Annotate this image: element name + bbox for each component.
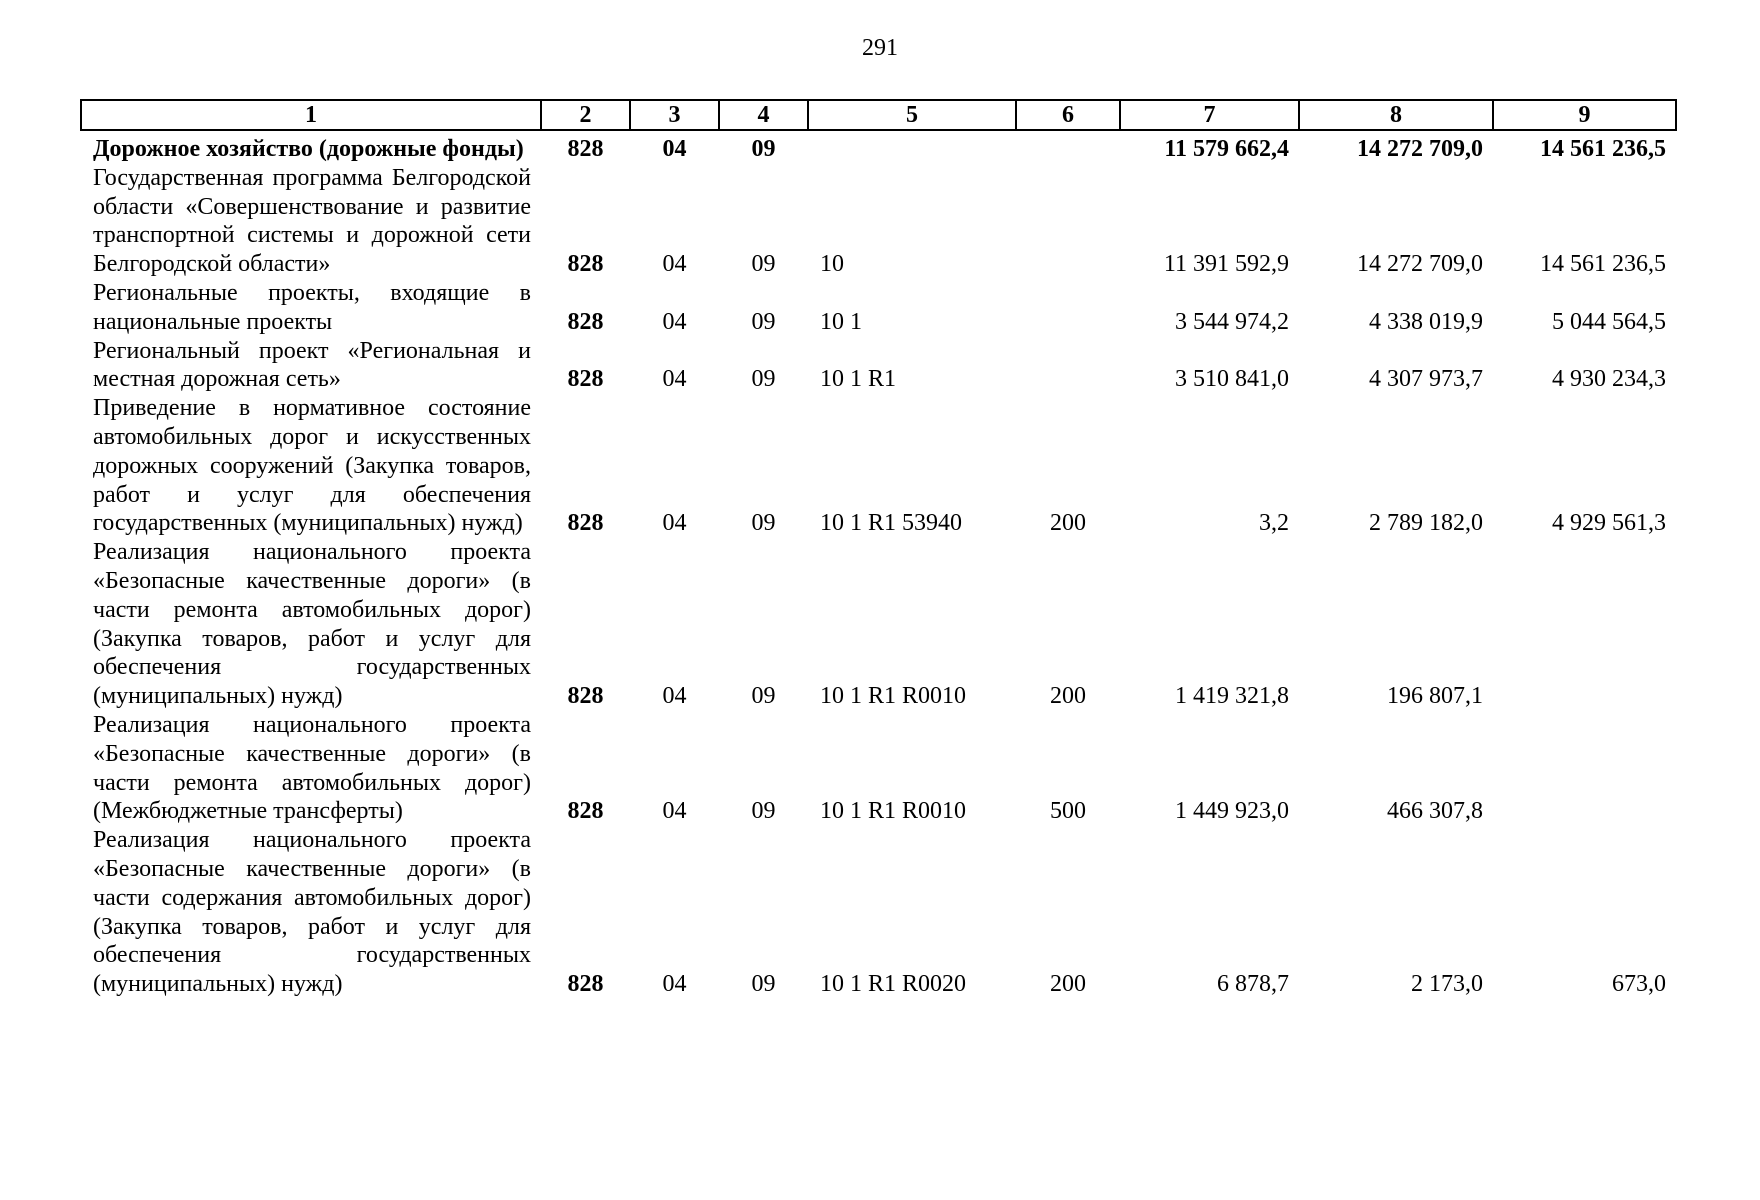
header-col-2: 2 [541, 100, 630, 130]
row-amount-col7: 3 544 974,2 [1175, 308, 1289, 335]
row-amount-col9: 5 044 564,5 [1552, 308, 1666, 335]
row-section-code: 04 [662, 251, 687, 278]
row-amount-col7: 11 579 662,4 [1164, 136, 1289, 162]
row-name: Региональные проекты, входящие в национальные проекты [93, 279, 531, 335]
row-section-code: 04 [662, 683, 687, 710]
row-amount-col9: 14 561 236,5 [1540, 251, 1666, 278]
row-name: Приведение в нормативное состояние автомобильных дорог и искусственных дорожных сооружений (Закупка товаров, работ и услуг для обеспечения государственных (муниципальных) нужд) [93, 395, 531, 537]
row-name: Реализация национального проекта «Безопасные качественные дороги» (в части ремонта автомобильных дорог) (Межбюджетные трансферты) [93, 711, 531, 825]
header-col-7: 7 [1120, 100, 1299, 130]
row-ministry-code: 828 [567, 136, 604, 162]
table-row [81, 538, 1676, 711]
row-section-code: 04 [662, 136, 687, 162]
header-col-8: 8 [1299, 100, 1493, 130]
row-target-article: 10 1 R1 R0010 [820, 683, 967, 710]
row-section-code: 04 [662, 971, 687, 998]
header-col-5: 5 [808, 100, 1016, 130]
row-ministry-code: 828 [567, 683, 604, 710]
row-amount-col8: 2 173,0 [1411, 971, 1483, 998]
header-col-4: 4 [719, 100, 808, 130]
row-expense-type [1016, 337, 1120, 395]
row-amount-col8: 14 272 709,0 [1357, 136, 1483, 162]
row-amount-col9: 4 930 234,3 [1552, 366, 1666, 393]
row-name: Реализация национального проекта «Безопасные качественные дороги» (в части содержания автомобильных дорог) (Закупка товаров, работ и услуг для обеспечения государственных (муниципальных) нужд) [93, 827, 531, 998]
row-target-article: 10 1 R1 [820, 366, 897, 393]
table-row [81, 279, 1676, 337]
row-expense-type [1016, 279, 1120, 337]
table-row [81, 164, 1676, 279]
row-amount-col8: 196 807,1 [1387, 683, 1483, 710]
row-target-article [808, 130, 1016, 164]
row-expense-type: 200 [1050, 971, 1086, 998]
row-subsection-code: 09 [751, 308, 776, 335]
row-name: Государственная программа Белгородской области «Совершенствование и развитие транспортной системы и дорожной сети Белгородской области» [93, 164, 531, 278]
header-col-3: 3 [630, 100, 719, 130]
row-subsection-code: 09 [751, 136, 776, 162]
row-expense-type: 500 [1050, 798, 1086, 825]
row-subsection-code: 09 [751, 971, 776, 998]
row-amount-col7: 11 391 592,9 [1163, 251, 1289, 278]
row-amount-col8: 466 307,8 [1387, 798, 1483, 825]
row-target-article: 10 1 R1 R0020 [820, 971, 967, 998]
row-subsection-code: 09 [751, 510, 776, 537]
row-section-code: 04 [662, 366, 687, 393]
row-amount-col7: 6 878,7 [1217, 971, 1289, 998]
row-ministry-code: 828 [567, 510, 604, 537]
row-target-article: 10 1 [820, 308, 862, 335]
row-amount-col8: 2 789 182,0 [1369, 510, 1483, 537]
row-amount-col8: 4 338 019,9 [1369, 308, 1483, 335]
row-amount-col9: 673,0 [1612, 971, 1666, 998]
header-col-9: 9 [1493, 100, 1676, 130]
table-row [81, 337, 1676, 395]
row-expense-type: 200 [1050, 510, 1086, 537]
row-amount-col9: 4 929 561,3 [1552, 510, 1666, 537]
row-amount-col7: 3 510 841,0 [1175, 366, 1289, 393]
row-target-article: 10 1 R1 53940 [820, 510, 963, 537]
row-amount-col9 [1493, 711, 1676, 826]
row-section-code: 04 [662, 798, 687, 825]
row-name: Региональный проект «Региональная и местная дорожная сеть» [93, 337, 531, 393]
row-ministry-code: 828 [567, 971, 604, 998]
row-subsection-code: 09 [751, 366, 776, 393]
row-section-code: 04 [662, 510, 687, 537]
header-col-6: 6 [1016, 100, 1120, 130]
row-expense-type: 200 [1050, 683, 1086, 710]
header-col-1: 1 [81, 100, 541, 130]
row-amount-col8: 4 307 973,7 [1369, 366, 1483, 393]
row-subsection-code: 09 [751, 251, 776, 278]
row-ministry-code: 828 [567, 308, 604, 335]
row-target-article: 10 1 R1 R0010 [820, 798, 967, 825]
row-amount-col9: 14 561 236,5 [1540, 136, 1666, 162]
table-row [81, 826, 1676, 999]
row-target-article: 10 [820, 251, 844, 278]
row-amount-col9 [1493, 538, 1676, 711]
column-number-header [81, 100, 1676, 130]
table-row [81, 711, 1676, 826]
budget-table [80, 99, 1677, 999]
row-ministry-code: 828 [567, 798, 604, 825]
row-ministry-code: 828 [567, 366, 604, 393]
row-section-code: 04 [662, 308, 687, 335]
row-name: Реализация национального проекта «Безопасные качественные дороги» (в части ремонта автомобильных дорог) (Закупка товаров, работ и услуг для обеспечения государственных (муниципальных) нужд) [93, 539, 531, 710]
row-amount-col7: 3,2 [1259, 510, 1289, 537]
row-amount-col7: 1 419 321,8 [1175, 683, 1289, 710]
row-ministry-code: 828 [567, 251, 604, 278]
row-subsection-code: 09 [751, 683, 776, 710]
row-subsection-code: 09 [751, 798, 776, 825]
table-row [81, 130, 1676, 164]
row-name: Дорожное хозяйство (дорожные фонды) [93, 136, 524, 162]
row-expense-type [1016, 130, 1120, 164]
table-row [81, 394, 1676, 538]
row-amount-col8: 14 272 709,0 [1357, 251, 1483, 278]
row-expense-type [1016, 164, 1120, 279]
row-amount-col7: 1 449 923,0 [1175, 798, 1289, 825]
page-number: 291 [862, 35, 898, 61]
